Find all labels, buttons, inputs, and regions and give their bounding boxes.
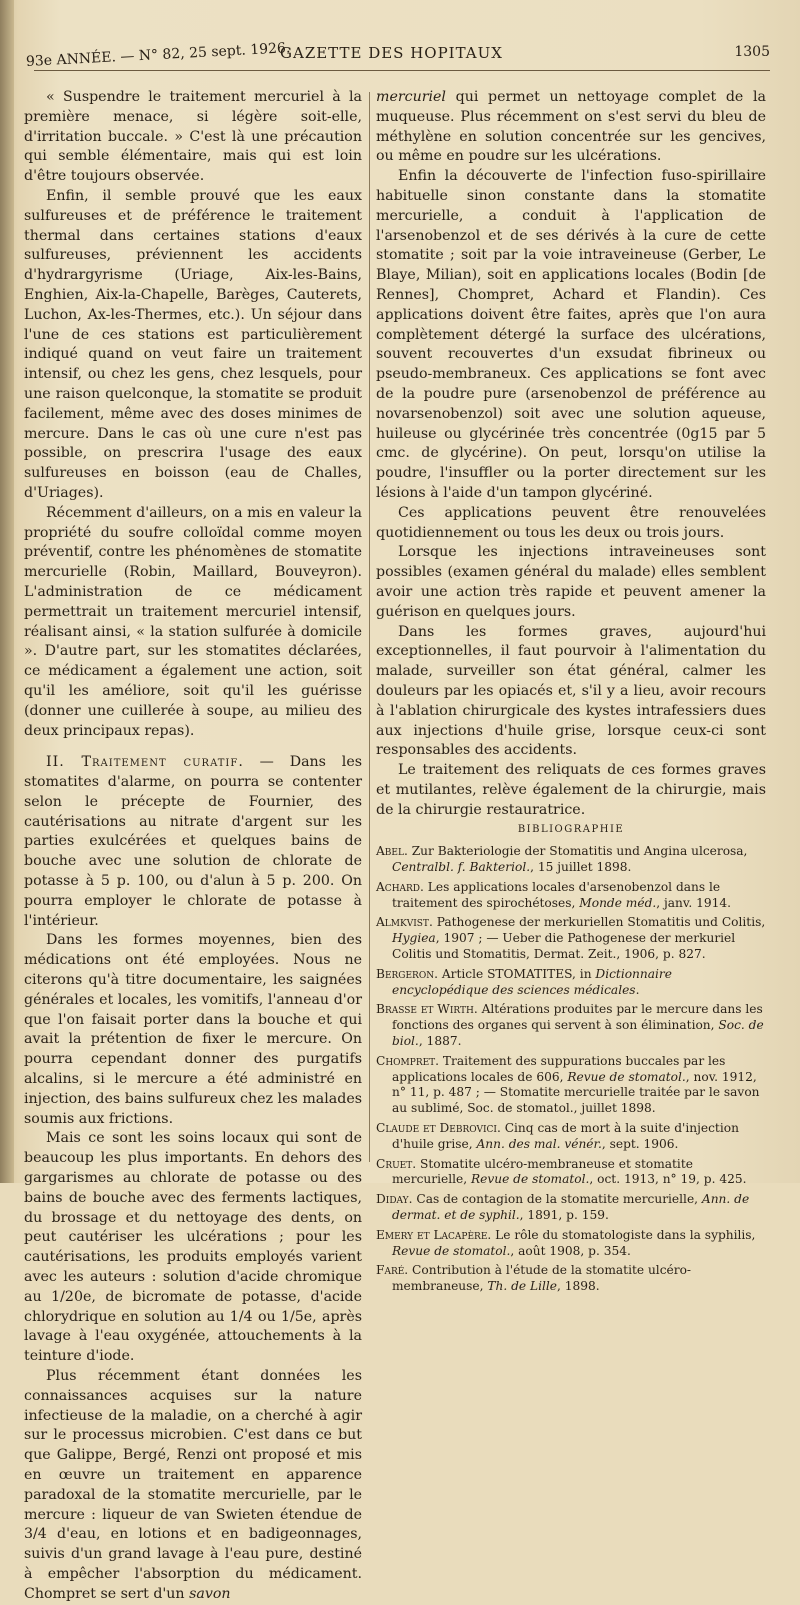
paragraph bbox=[376, 88, 766, 167]
bib-author: Faré. bbox=[376, 1263, 409, 1278]
bibliography-entry bbox=[376, 915, 766, 962]
bib-journal: Soc. de biol. bbox=[392, 1018, 764, 1049]
paragraph-text: Plus récemment étant données les connaissances acquises sur la nature infectieuse de la maladie, on a cherché à agir sur le processus microbien. C'est dans ce but que Galippe, Bergé, Renzi ont proposé et mis en œuvre un traitement en apparence paradoxal de la stomatite mercurielle, par le mercure : liqueur de van Swieten étendue de 3/4 d'eau, en lotions et en badigeonnages, suivis d'un grand lavage à l'eau pure, destiné à empêcher l'absorption du médicament. Chompret se sert d'un bbox=[24, 1368, 362, 1602]
bib-author: Bergeron. bbox=[376, 966, 438, 981]
bib-author: Diday. bbox=[376, 1192, 413, 1207]
bibliography-entry bbox=[376, 1157, 766, 1189]
paragraph: Enfin la découverte de l'infection fuso-spirillaire habituelle sinon constante dans la stomatite mercurielle, a conduit à l'application de l'arsenobenzol et de ses dérivés à la cure de cette stomatite ; soit par la voie intraveineuse (Gerber, Le Blaye, Milian), soit en applications locales (Bodin [de Rennes], Chompret, Achard et Flandin). Ces applications doivent être faites, après que l'on aura complètement détergé la surface des ulcérations, souvent recouvertes d'un exsudat fibrineux ou pseudo-membraneux. Ces applications se font avec de la poudre pure (arsenobenzol de préférence au novarsenobenzol) soit avec une solution aqueuse, huileuse ou glycérinée très concentrée (0g15 par 5 cmc. de glycérine). On peut, lorsqu'on utilise la poudre, l'insuffler ou la porter directement sur les lésions à l'aide d'un tampon glycériné. bbox=[376, 168, 766, 501]
bibliography-title: BIBLIOGRAPHIE bbox=[517, 824, 625, 836]
bib-journal: Th. de Lille bbox=[487, 1279, 557, 1294]
issue-info: 93e ANNÉE. — N° 82, 25 sept. 1926. bbox=[25, 40, 291, 70]
paragraph bbox=[24, 1367, 362, 1605]
bib-journal: Revue de stomatol. bbox=[392, 1243, 511, 1258]
bib-journal: Ann. de dermat. et de syphil. bbox=[392, 1192, 750, 1223]
header-rule bbox=[34, 70, 770, 71]
paragraph: Dans les formes moyennes, bien des médications ont été employées. Nous ne citerons qu'à titre documentaire, les saignées générales et locales, les vomitifs, l'anneau d'or que l'on faisait porter dans la bouche et qui avait la prétention de fixer le mercure. On pourra cependant donner des purgatifs alcalins, si le mercure a été administré en injection, des bains sulfureux chez les malades soumis aux frictions. bbox=[24, 932, 362, 1127]
bib-rest: , 1887. bbox=[418, 1034, 462, 1049]
bib-rest: , sept. 1906. bbox=[601, 1136, 679, 1151]
bib-text: Le rôle du stomatologiste dans la syphilis, bbox=[491, 1227, 756, 1242]
italic-word: savon bbox=[189, 1585, 231, 1602]
bibliography-entry bbox=[376, 1228, 766, 1260]
column-divider bbox=[369, 92, 370, 1162]
bib-journal: Hygiea bbox=[392, 931, 436, 946]
bib-rest: . bbox=[635, 982, 640, 997]
page-number: 1305 bbox=[734, 44, 770, 60]
paragraph: Récemment d'ailleurs, on a mis en valeur la propriété du soufre colloïdal comme moyen préventif, contre les phénomènes de stomatite mercurielle (Robin, Maillard, Bouveyron). L'administration de ce médicament permettrait un traitement mercuriel intensif, réalisant ainsi, « la station sulfurée à domicile ». D'autre part, sur les stomatites déclarées, ce médicament a également une action, soit qu'il les améliore, soit qu'il les guérisse (donner une cuillerée à soupe, au milieu des deux principaux repas). bbox=[24, 504, 362, 739]
paragraph-text: qui permet un nettoyage complet de la muqueuse. Plus récemment on s'est servi du bleu de méthylène en solution concentrée sur les gencives, ou même en poudre sur les ulcérations. bbox=[376, 89, 766, 165]
bib-author: Chompret. bbox=[376, 1053, 440, 1068]
bib-rest: , 1898. bbox=[556, 1279, 600, 1294]
bibliography-entry bbox=[376, 1121, 766, 1153]
bib-author: Cruet. bbox=[376, 1156, 417, 1171]
bib-author: Almkvist. bbox=[376, 915, 433, 930]
paragraph: « Suspendre le traitement mercuriel à la première menace, si légère soit-elle, d'irritation buccale. » C'est là une précaution qui semble élémentaire, mais qui est loin d'être toujours observée. bbox=[24, 89, 362, 185]
bib-journal: Dictionnaire encyclopédique des sciences médicales bbox=[392, 966, 672, 997]
bibliography-entry bbox=[376, 1263, 766, 1295]
bib-rest: , août 1908, p. 354. bbox=[510, 1243, 631, 1258]
bib-journal: Centralbl. f. Bakteriol. bbox=[392, 860, 531, 875]
paragraph: Le traitement des reliquats de ces formes graves et mutilantes, relève également de la chirurgie, mais de la chirurgie restauratrice. bbox=[376, 762, 766, 818]
bibliography-list bbox=[376, 844, 766, 1295]
bib-journal: Ann. des mal. vénér. bbox=[476, 1136, 602, 1151]
paragraph: Lorsque les injections intraveineuses sont possibles (examen général du malade) elles semblent avoir une action très rapide et peuvent amener la guérison en quelques jours. bbox=[376, 544, 766, 620]
bibliography-entry bbox=[376, 880, 766, 912]
bib-journal: Monde méd. bbox=[579, 895, 657, 910]
bibliography-entry bbox=[376, 844, 766, 876]
bib-text: Pathogenese der merkuriellen Stomatitis und Colitis, bbox=[432, 915, 766, 930]
italic-word: mercuriel bbox=[376, 89, 446, 105]
bib-text: Stomatite ulcéro-membraneuse et stomatite mercurielle, bbox=[392, 1156, 693, 1187]
running-header bbox=[26, 40, 770, 70]
paragraph: Mais ce sont les soins locaux qui sont de beaucoup les plus importants. En dehors des gargarismes au chlorate de potasse ou des bains de bouche avec des ferments lactiques, du brossage et du nettoyage des dents, on peut cautériser les ulcérations ; pour les cautérisations, les produits employés varient avec les auteurs : solution d'acide chromique au 1/20e, de bicromate de potasse, d'acide chlorydrique en solution au 1/4 ou 1/5e, après lavage à l'eau oxygénée, attouchements à la teinture d'iode. bbox=[24, 1130, 362, 1365]
left-column bbox=[24, 88, 362, 1605]
bib-text: Cinq cas de mort à la suite d'injection d'huile grise, bbox=[392, 1121, 739, 1151]
paragraph-text: — Dans les stomatites d'alarme, on pourra se contenter selon le précepte de Fournier, des cautérisations au nitrate d'argent sur les parties exulcérées et quelques bains de bouche avec une solution de chlorate de potasse à 5 p. 100, ou d'alun à 5 p. 200. On pourra employer le chlorate de potasse à l'intérieur. bbox=[24, 754, 363, 929]
bib-author: Emery et Lacapère. bbox=[376, 1227, 492, 1242]
bibliography-entry bbox=[376, 1192, 766, 1224]
bib-journal: Revue de stomatol. bbox=[470, 1172, 590, 1187]
section-curative bbox=[24, 753, 362, 931]
binding-gutter bbox=[0, 0, 14, 1183]
bib-author: Abel. bbox=[376, 844, 408, 859]
bib-rest: , janv. 1914. bbox=[656, 895, 731, 910]
bib-journal: Revue de stomatol. bbox=[567, 1069, 686, 1084]
bib-rest: , 1907 ; — Ueber die Pathogenese der merkuriel Colitis und Stomatitis, Dermat. Zeit., 1906, p. 827. bbox=[392, 931, 736, 962]
bib-author: Claude et Debrovici. bbox=[376, 1121, 501, 1136]
bib-rest: , 15 juillet 1898. bbox=[530, 860, 632, 875]
bib-text: Cas de contagion de la stomatite mercurielle, bbox=[412, 1192, 702, 1207]
bib-text: Zur Bakteriologie der Stomatitis und Angina ulcerosa, bbox=[407, 844, 748, 859]
bib-author: Brasse et Wirth. bbox=[376, 1002, 478, 1017]
bib-text: Contribution à l'étude de la stomatite ulcéro-membraneuse, bbox=[392, 1263, 692, 1294]
paragraph: Ces applications peuvent être renouvelées quotidiennement ou tous les deux ou trois jours. bbox=[376, 504, 766, 541]
bib-text: Altérations produites par le mercure dans les fonctions des organes qui servent à son élimination, bbox=[392, 1002, 763, 1033]
bibliography-entry bbox=[376, 1002, 766, 1049]
bib-text: Article STOMATITES, in bbox=[437, 966, 596, 981]
right-column bbox=[376, 88, 766, 1295]
bib-rest: , nov. 1912, n° 11, p. 487 ; — Stomatite mercurielle traitée par le savon au sublimé, Soc. de stomatol., juillet 1898. bbox=[392, 1069, 760, 1116]
paragraph: Enfin, il semble prouvé que les eaux sulfureuses et de préférence le traitement thermal dans certaines stations d'eaux sulfureuses, préviennent les accidents d'hydrargyrisme (Uriage, Aix-les-Bains, Enghien, Aix-la-Chapelle, Barèges, Cauterets, Luchon, Ax-les-Thermes, etc.). Un séjour dans l'une de ces stations est particulièrement indiqué quand on veut faire un traitement intensif, ou chez les gens, chez lesquels, pour une raison quelconque, la stomatite se produit facilement, même avec des doses minimes de mercure. Dans le cas où une cure n'est pas possible, on prescrira l'usage des eaux sulfureuses en boisson (eau de Challes, d'Uriages). bbox=[24, 187, 362, 501]
section-heading: II. Traitement curatif. bbox=[46, 754, 244, 771]
bibliography-entry bbox=[376, 1054, 766, 1117]
bib-text: Les applications locales d'arsenobenzol dans le traitement des spirochétoses, bbox=[392, 879, 721, 910]
journal-title: GAZETTE DES HOPITAUX bbox=[280, 44, 503, 62]
bib-text: Traitement des suppurations buccales par les applications locales de 606, bbox=[392, 1053, 726, 1084]
bib-rest: , 1891, p. 159. bbox=[519, 1208, 609, 1223]
paragraph: Dans les formes graves, aujourd'hui exceptionnelles, il faut pourvoir à l'alimentation du malade, surveiller son état général, calmer les douleurs par les opiacés et, s'il y a lieu, avoir recours à l'ablation chirurgicale des kystes intrafessiers dues aux injections d'huile grise, lorsque ceux-ci sont responsables des accidents. bbox=[376, 623, 766, 759]
bibliography-entry bbox=[376, 967, 766, 999]
bib-author: Achard. bbox=[376, 879, 424, 894]
bib-rest: , oct. 1913, n° 19, p. 425. bbox=[589, 1172, 747, 1187]
